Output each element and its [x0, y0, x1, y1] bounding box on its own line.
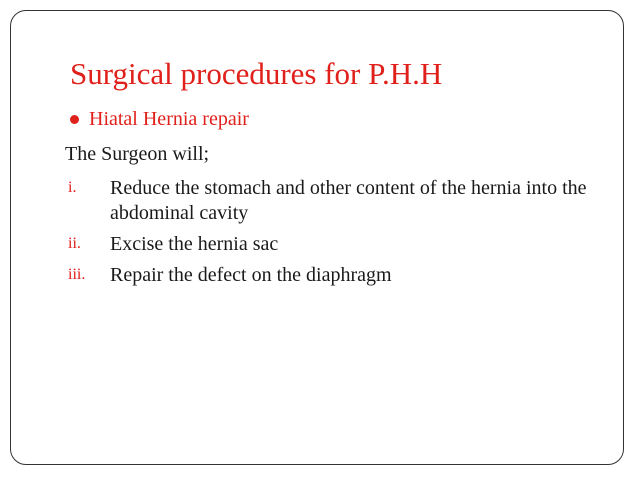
step-item [68, 232, 598, 257]
bullet-item [70, 108, 249, 131]
step-item [68, 263, 598, 288]
bullet-text: Hiatal Hernia repair [89, 108, 249, 130]
step-text: Reduce the stomach and other content of the hernia into the abdominal cavity [110, 177, 587, 224]
step-text: Excise the hernia sac [110, 233, 279, 255]
step-number: iii. [68, 266, 86, 283]
intro-text: The Surgeon will; [65, 143, 210, 165]
step-number: ii. [68, 235, 81, 252]
steps-list [68, 176, 598, 294]
slide-title: Surgical procedures for P.H.H [70, 56, 443, 91]
step-text: Repair the defect on the diaphragm [110, 264, 392, 286]
step-item [68, 176, 598, 226]
bullet-dot-icon [70, 115, 79, 124]
step-number: i. [68, 179, 77, 196]
